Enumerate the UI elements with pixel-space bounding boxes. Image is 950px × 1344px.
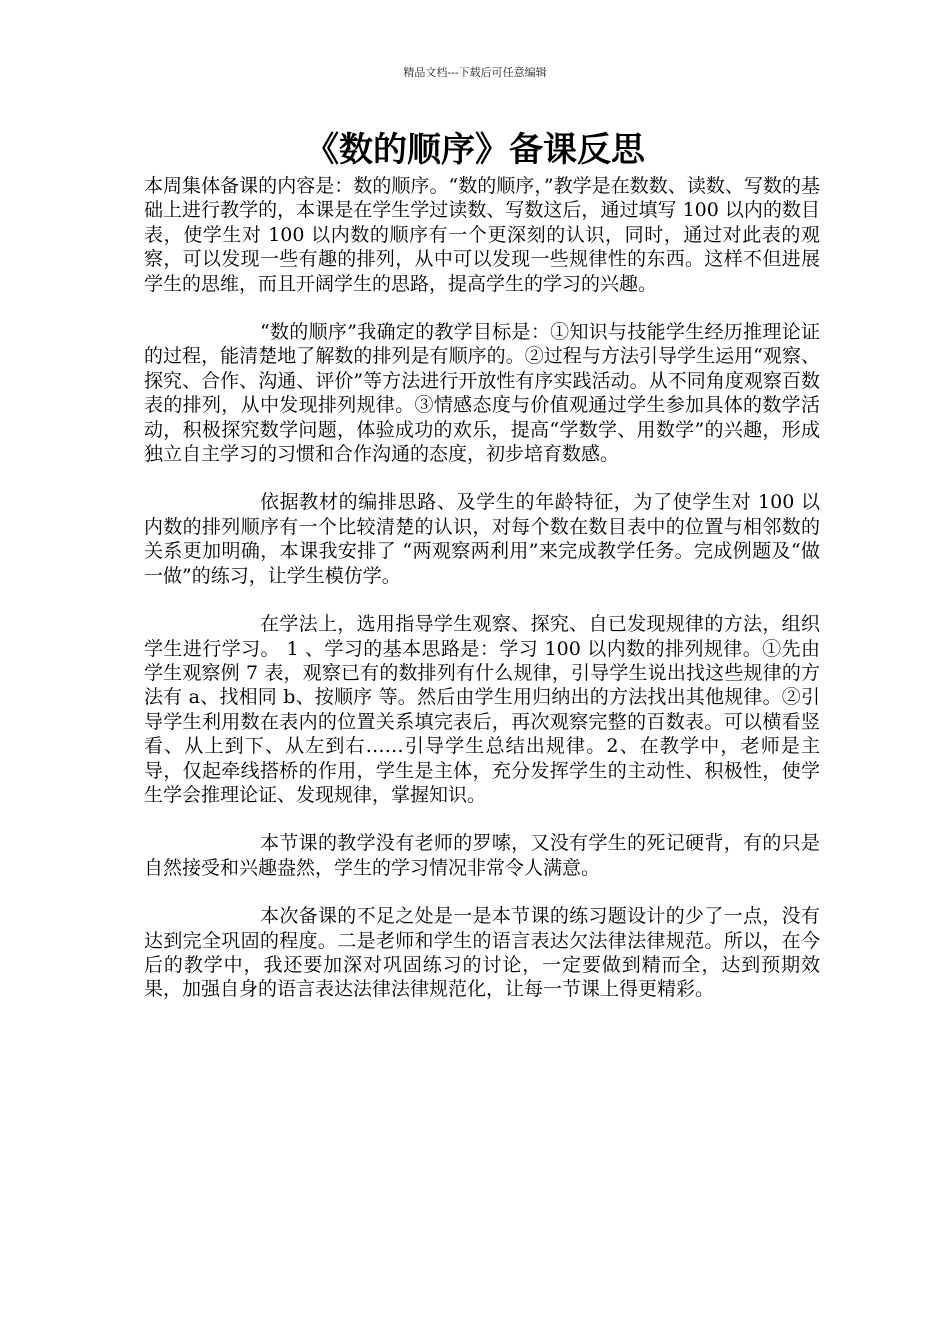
document-title: 《数的顺序》备课反思 xyxy=(305,130,645,170)
paragraph-methods: 在学法上，选用指导学生观察、探究、自已发现规律的方法，组织学生进行学习。 1 、学习的基本思路是：学习 100 以内数的排列规律。①先由学生观察例 7 表，观察已有的数排列有什么规律，引导学生说出找这些规律的方法有 a、找相同 b、按顺序 等。然后由学生用归纳出的方法找出其他规律。②引导学生利用数在表内的位置关系填完表后，再次观察完整的百数表。可以横看竖看、从上到下、从左到右……引导学生总结出规律。2、在教学中，老师是主导，仅起牵线搭桥的作用，学生是主体，充分发挥学生的主动性、积极性，使学生学会推理论证、发现规律，掌握知识。 xyxy=(144,613,820,806)
document-body xyxy=(144,174,820,1002)
paragraph-outcome: 本节课的教学没有老师的罗嗦，又没有学生的死记硬背，有的只是自然接受和兴趣盎然，学生的学习情况非常令人满意。 xyxy=(144,832,820,879)
page-header: 精品文档---下载后可任意编辑 xyxy=(403,66,547,79)
paragraph-objectives: “数的顺序”我确定的教学目标是：①知识与技能学生经历推理论证的过程，能清楚地了解数的排列是有顺序的。②过程与方法引导学生运用“观察、探究、合作、沟通、评价”等方法进行开放性有序实践活动。从不同角度观察百数表的排列，从中发现排列规律。③情感态度与价值观通过学生参加具体的数学活动，积极探究数学问题，体验成功的欢乐，提高“学数学、用数学”的兴趣，形成独立自主学习的习惯和合作沟通的态度，初步培育数感。 xyxy=(144,321,820,466)
paragraph-shortcomings: 本次备课的不足之处是一是本节课的练习题设计的少了一点，没有达到完全巩固的程度。二是老师和学生的语言表达欠法律法律规范。所以，在今后的教学中，我还要加深对巩固练习的讨论，一定要做到精而全，达到预期效果，加强自身的语言表达法律法律规范化，让每一节课上得更精彩。 xyxy=(144,905,820,1001)
paragraph-arrangement: 依据教材的编排思路、及学生的年龄特征，为了使学生对 100 以内数的排列顺序有一个比较清楚的认识，对每个数在数目表中的位置与相邻数的关系更加明确，本课我安排了 “两观察两利用”来完成教学任务。完成例题及“做一做”的练习，让学生模仿学。 xyxy=(144,491,820,587)
paragraph-intro: 本周集体备课的内容是：数的顺序。“数的顺序，”教学是在数数、读数、写数的基础上进行教学的，本课是在学生学过读数、写数这后，通过填写 100 以内的数目表，使学生对 100 以内数的顺序有一个更深刻的认识，同时，通过对此表的观察，可以发现一些有趣的排列，从中可以发现一些规律性的东西。这样不但进展学生的思维，而且开阔学生的思路，提高学生的学习的兴趣。 xyxy=(144,175,820,295)
